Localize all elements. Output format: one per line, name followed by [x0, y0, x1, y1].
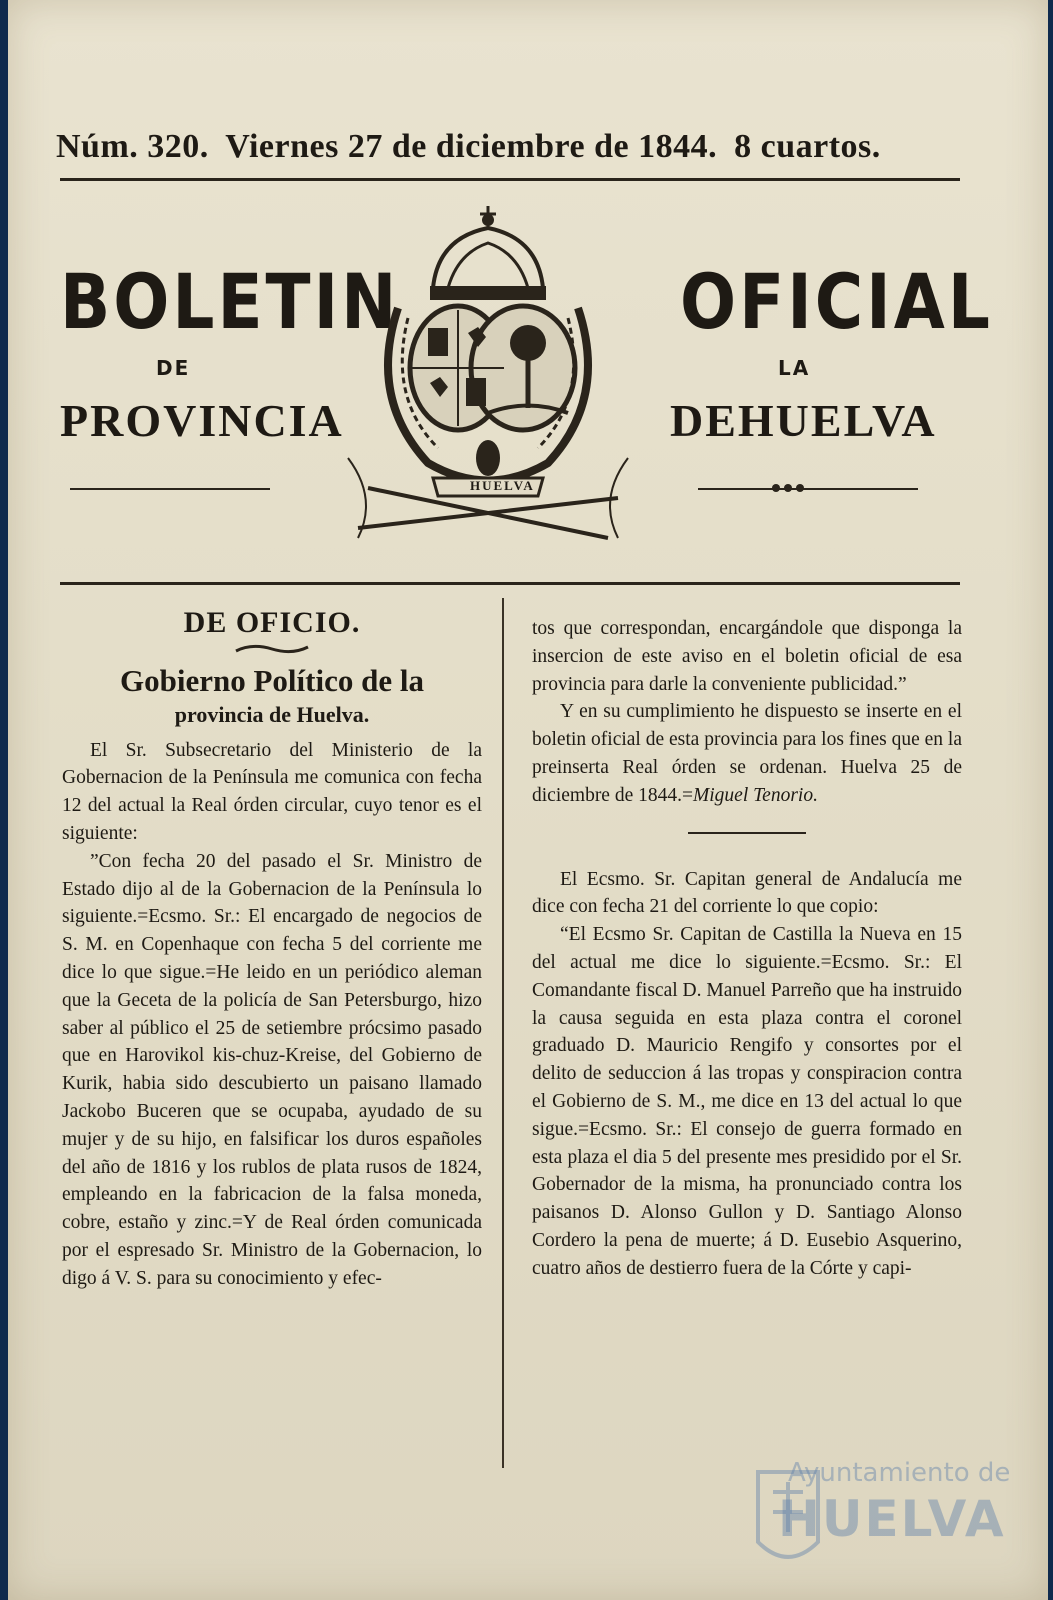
- title-boletin: BOLETIN: [60, 258, 400, 347]
- title-oficial: OFICIAL: [680, 258, 993, 347]
- title-de: DE: [156, 356, 191, 380]
- masthead-bottom-rule: [60, 582, 960, 585]
- paragraph-year: 1844.=: [638, 784, 693, 806]
- watermark-line2: HUELVA: [778, 1490, 1006, 1548]
- section-heading: DE OFICIO.: [183, 606, 361, 639]
- newspaper-page: [8, 0, 1048, 1600]
- title-la: LA: [778, 356, 811, 380]
- office-title: Gobierno Político de la: [120, 662, 424, 698]
- signature: Miguel Tenorio.: [693, 784, 818, 806]
- title-provincia: PROVINCIA: [60, 395, 344, 446]
- title-dehuelva: DEHUELVA: [670, 395, 937, 446]
- issue-price: 8 cuartos.: [734, 128, 881, 165]
- royal-crest-icon: [338, 198, 638, 568]
- issue-line: [56, 128, 956, 166]
- office-subtitle: provincia de Huelva.: [174, 701, 370, 727]
- ornament-dots-icon: [756, 480, 826, 496]
- right-column: [532, 615, 962, 1283]
- ornament-line-left: [70, 488, 270, 490]
- paragraph-text: Y en su cumplimiento he dispuesto se inserte en el boletin oficial de esta provincia para los fines que en la preinserta Real órden se ordenan. Huelva 25 de diciembre de: [532, 701, 962, 806]
- paragraph: El Sr. Subsecretario del Ministerio de la Gobernacion de la Península me comunica con fecha 12 del actual la Real órden circular, cuyo tenor es el siguiente:: [62, 739, 482, 844]
- watermark-line1: Ayuntamiento de: [788, 1458, 1011, 1488]
- paragraph: El Ecsmo. Sr. Capitan general de Andalucía me dice con fecha 21 del corriente lo que copio:: [532, 868, 962, 918]
- paragraph: ”Con fecha 20 del pasado el Sr. Ministro de Estado dijo al de la Gobernacion de la Península lo siguiente.=Ecsmo. Sr.: El encargado de negocios de S. M. en Copenhaque con fecha 5 del corriente me dice lo que sigue.=He leido en un periódico aleman que la Geceta de la policía de San Petersburgo, hizo saber al público el 25 de setiembre prócsimo pasado que en Harovikol kis-chuz-Kreise, del Gobierno de Kurik, habia sido descubierto un paisano llamado Jackobo Buceren que se ocupaba, ayudado de su mujer y de su hijo, en falsificar los duros españoles del año de 1816 y los rublos de plata rusos de 1824, empleando en la fabricacion de la falsa moneda, cobre, estaño y zinc.=Y de Real órden comunicada por el espresado Sr. Ministro de la Gobernacion, lo digo á V. S. para su conocimiento y efec-: [62, 850, 482, 1289]
- swash-ornament-icon: [232, 643, 312, 655]
- column-divider: [502, 598, 504, 1468]
- crest-ribbon-text: HUELVA: [470, 478, 535, 493]
- section-divider: [688, 832, 806, 834]
- top-rule: [60, 178, 960, 181]
- issue-date: Viernes 27 de diciembre de 1844.: [225, 128, 718, 165]
- paragraph: “El Ecsmo Sr. Capitan de Castilla la Nueva en 15 del actual me dice lo siguiente.=Ecsmo. Sr.: El Comandante fiscal D. Manuel Parreño que ha instruido la causa seguida en esta plaza contra el coronel graduado D. Mauricio Rengifo y consortes por el delito de seduccion á las tropas y conspiracion contra el Gobierno de S. M., me dice en 13 del actual lo que sigue.=Ecsmo. Sr.: El consejo de guerra formado en esta plaza el dia 5 del presente mes presidido por el Sr. Gobernador de la misma, ha pronunciado contra los paisanos D. Alonso Gullon y D. Santiago Alonso Cordero la pena de muerte; á D. Eusebio Asquerino, cuatro años de destierro fuera de la Córte y capi-: [532, 924, 962, 1279]
- left-column: [62, 605, 482, 1293]
- issue-number: Núm. 320.: [56, 128, 209, 165]
- paragraph: tos que correspondan, encargándole que disponga la insercion de este aviso en el boletin oficial de esa provincia para darle la conveniente publicidad.”: [532, 618, 962, 695]
- paragraph: [532, 698, 962, 809]
